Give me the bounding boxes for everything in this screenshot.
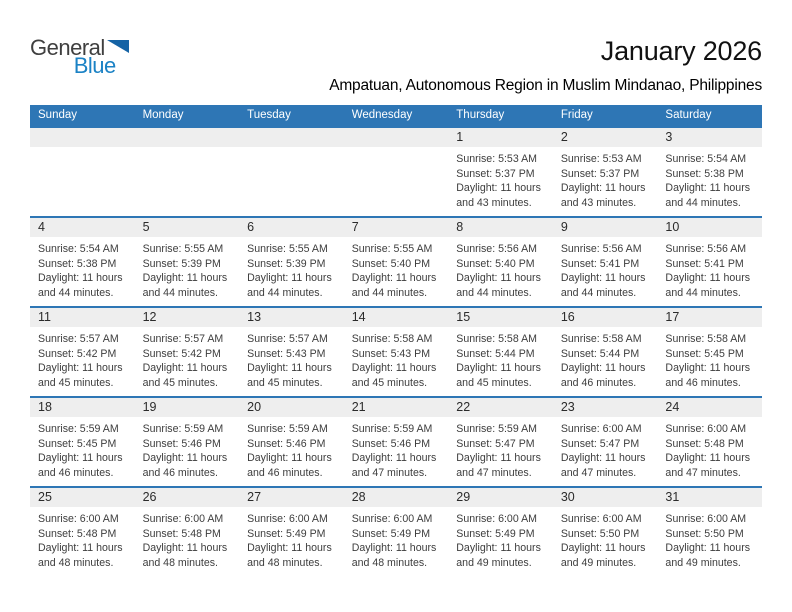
info-line: and 45 minutes. bbox=[247, 376, 323, 389]
day-cell bbox=[135, 398, 240, 486]
info-line: Daylight: 11 hours bbox=[351, 452, 437, 465]
day-number: 16 bbox=[553, 308, 658, 327]
info-line: Sunrise: 5:54 AM bbox=[38, 243, 119, 255]
info-line: Sunset: 5:43 PM bbox=[247, 347, 326, 360]
day-sun-info bbox=[553, 417, 658, 480]
info-line: Sunrise: 6:00 AM bbox=[456, 513, 537, 525]
day-cell bbox=[344, 308, 449, 396]
week-row bbox=[30, 126, 762, 216]
info-line: Sunrise: 5:57 AM bbox=[142, 333, 224, 345]
info-line: and 44 minutes. bbox=[142, 286, 218, 299]
info-line: and 46 minutes. bbox=[38, 466, 114, 479]
info-line: and 45 minutes. bbox=[456, 376, 532, 389]
info-line: Sunset: 5:41 PM bbox=[665, 257, 744, 270]
day-number: 24 bbox=[657, 398, 762, 417]
info-line: Sunrise: 5:59 AM bbox=[38, 423, 119, 435]
info-line: Sunrise: 5:57 AM bbox=[38, 333, 119, 345]
info-line: Daylight: 11 hours bbox=[247, 542, 332, 555]
day-sun-info bbox=[239, 417, 344, 480]
info-line: Sunset: 5:38 PM bbox=[665, 167, 744, 180]
empty-day-cell bbox=[30, 128, 135, 216]
day-number: 14 bbox=[344, 308, 449, 327]
info-line: Sunrise: 6:00 AM bbox=[665, 513, 747, 525]
info-line: Daylight: 11 hours bbox=[456, 182, 541, 195]
info-line: Daylight: 11 hours bbox=[38, 362, 123, 375]
info-line: and 44 minutes. bbox=[456, 286, 532, 299]
day-number: 15 bbox=[448, 308, 553, 327]
day-sun-info bbox=[344, 327, 449, 390]
info-line: Sunset: 5:40 PM bbox=[351, 257, 431, 270]
info-line: Sunrise: 5:58 AM bbox=[351, 333, 433, 345]
info-line: Daylight: 11 hours bbox=[456, 452, 541, 465]
info-line: Daylight: 11 hours bbox=[560, 182, 646, 195]
day-number: 27 bbox=[239, 488, 344, 507]
day-cell bbox=[657, 128, 762, 216]
day-number: 13 bbox=[239, 308, 344, 327]
info-line: Daylight: 11 hours bbox=[560, 272, 646, 285]
day-cell bbox=[553, 488, 658, 576]
info-line: Daylight: 11 hours bbox=[351, 362, 437, 375]
info-line: and 44 minutes. bbox=[560, 286, 637, 299]
day-sun-info bbox=[553, 327, 658, 390]
day-cell bbox=[448, 218, 553, 306]
info-line: Sunset: 5:37 PM bbox=[456, 167, 535, 180]
day-cell bbox=[135, 308, 240, 396]
day-number: 12 bbox=[135, 308, 240, 327]
day-sun-info bbox=[135, 417, 240, 480]
info-line: and 48 minutes. bbox=[247, 556, 323, 569]
info-line: and 49 minutes. bbox=[665, 556, 741, 569]
info-line: Sunset: 5:48 PM bbox=[38, 527, 117, 540]
day-sun-info bbox=[344, 237, 449, 300]
day-sun-info bbox=[657, 147, 762, 210]
info-line: Sunset: 5:50 PM bbox=[560, 527, 640, 540]
day-sun-info bbox=[657, 417, 762, 480]
info-line: Daylight: 11 hours bbox=[560, 452, 646, 465]
day-number: 11 bbox=[30, 308, 135, 327]
day-sun-info bbox=[448, 147, 553, 210]
info-line: and 45 minutes. bbox=[38, 376, 114, 389]
day-number: 22 bbox=[448, 398, 553, 417]
info-line: Daylight: 11 hours bbox=[247, 362, 332, 375]
day-cell bbox=[344, 398, 449, 486]
info-line: and 44 minutes. bbox=[247, 286, 323, 299]
info-line: Sunset: 5:48 PM bbox=[142, 527, 221, 540]
day-sun-info bbox=[344, 417, 449, 480]
info-line: and 46 minutes. bbox=[665, 376, 741, 389]
day-number: 9 bbox=[553, 218, 658, 237]
info-line: Daylight: 11 hours bbox=[142, 452, 228, 465]
info-line: Daylight: 11 hours bbox=[560, 542, 646, 555]
logo-text-general: General bbox=[30, 35, 105, 60]
day-number bbox=[30, 128, 135, 147]
info-line: Daylight: 11 hours bbox=[351, 272, 437, 285]
week-row bbox=[30, 486, 762, 576]
day-sun-info bbox=[239, 327, 344, 390]
day-cell bbox=[239, 308, 344, 396]
day-header-saturday: Saturday bbox=[665, 109, 712, 121]
info-line: Sunset: 5:38 PM bbox=[38, 257, 117, 270]
day-header-row bbox=[30, 105, 762, 126]
info-line: and 43 minutes. bbox=[456, 196, 532, 209]
info-line: Sunset: 5:44 PM bbox=[456, 347, 535, 360]
day-cell bbox=[553, 218, 658, 306]
day-number: 1 bbox=[448, 128, 553, 147]
week-row bbox=[30, 306, 762, 396]
info-line: Sunset: 5:46 PM bbox=[351, 437, 431, 450]
info-line: Sunrise: 5:58 AM bbox=[456, 333, 537, 345]
info-line: and 47 minutes. bbox=[560, 466, 637, 479]
logo-text-blue: Blue bbox=[73, 53, 116, 78]
info-line: Sunset: 5:42 PM bbox=[142, 347, 221, 360]
info-line: Sunrise: 5:55 AM bbox=[247, 243, 328, 255]
info-line: Sunrise: 5:56 AM bbox=[456, 243, 537, 255]
day-number: 28 bbox=[344, 488, 449, 507]
info-line: Sunset: 5:40 PM bbox=[456, 257, 535, 270]
day-cell bbox=[30, 218, 135, 306]
info-line: and 46 minutes. bbox=[142, 466, 218, 479]
info-line: and 48 minutes. bbox=[142, 556, 218, 569]
info-line: Daylight: 11 hours bbox=[142, 362, 228, 375]
info-line: Sunset: 5:50 PM bbox=[665, 527, 744, 540]
info-line: Daylight: 11 hours bbox=[38, 452, 123, 465]
day-header-wednesday: Wednesday bbox=[351, 109, 413, 121]
info-line: Daylight: 11 hours bbox=[247, 452, 332, 465]
day-sun-info bbox=[30, 327, 135, 390]
info-line: Sunrise: 5:53 AM bbox=[560, 153, 642, 165]
day-number: 20 bbox=[239, 398, 344, 417]
day-sun-info bbox=[135, 507, 240, 570]
info-line: and 46 minutes. bbox=[247, 466, 323, 479]
info-line: Daylight: 11 hours bbox=[38, 542, 123, 555]
info-line: Sunrise: 5:53 AM bbox=[456, 153, 537, 165]
info-line: Sunrise: 5:57 AM bbox=[247, 333, 328, 345]
page-title: January 2026 bbox=[600, 36, 762, 66]
info-line: Sunset: 5:43 PM bbox=[351, 347, 431, 360]
day-cell bbox=[553, 308, 658, 396]
info-line: Sunset: 5:48 PM bbox=[665, 437, 744, 450]
day-cell bbox=[657, 218, 762, 306]
info-line: Sunset: 5:41 PM bbox=[560, 257, 640, 270]
info-line: and 47 minutes. bbox=[456, 466, 532, 479]
info-line: Daylight: 11 hours bbox=[665, 542, 751, 555]
day-cell bbox=[239, 398, 344, 486]
day-sun-info bbox=[553, 147, 658, 210]
info-line: Sunrise: 6:00 AM bbox=[142, 513, 224, 525]
page-subtitle: Ampatuan, Autonomous Region in Muslim Mindanao, Philippines bbox=[329, 77, 762, 94]
info-line: and 44 minutes. bbox=[665, 286, 741, 299]
info-line: Sunrise: 5:58 AM bbox=[560, 333, 642, 345]
day-number: 25 bbox=[30, 488, 135, 507]
day-cell bbox=[448, 308, 553, 396]
info-line: and 47 minutes. bbox=[665, 466, 741, 479]
info-line: Daylight: 11 hours bbox=[38, 272, 123, 285]
info-line: Sunrise: 5:59 AM bbox=[456, 423, 537, 435]
day-cell bbox=[448, 398, 553, 486]
day-sun-info bbox=[30, 237, 135, 300]
info-line: and 49 minutes. bbox=[560, 556, 637, 569]
info-line: Sunset: 5:45 PM bbox=[665, 347, 744, 360]
info-line: Daylight: 11 hours bbox=[456, 542, 541, 555]
day-sun-info bbox=[448, 327, 553, 390]
info-line: Daylight: 11 hours bbox=[142, 542, 228, 555]
day-cell bbox=[30, 308, 135, 396]
day-header-friday: Friday bbox=[560, 109, 593, 121]
info-line: Sunrise: 5:54 AM bbox=[665, 153, 747, 165]
day-header-sunday: Sunday bbox=[38, 109, 78, 121]
info-line: Sunrise: 5:58 AM bbox=[665, 333, 747, 345]
day-cell bbox=[135, 488, 240, 576]
info-line: Sunrise: 5:59 AM bbox=[351, 423, 433, 435]
day-number: 4 bbox=[30, 218, 135, 237]
info-line: Daylight: 11 hours bbox=[665, 272, 751, 285]
info-line: Sunrise: 5:56 AM bbox=[665, 243, 747, 255]
day-sun-info bbox=[239, 237, 344, 300]
info-line: Sunset: 5:46 PM bbox=[247, 437, 326, 450]
day-sun-info bbox=[30, 507, 135, 570]
info-line: Sunset: 5:39 PM bbox=[247, 257, 326, 270]
day-sun-info bbox=[657, 237, 762, 300]
info-line: Daylight: 11 hours bbox=[560, 362, 646, 375]
day-number: 19 bbox=[135, 398, 240, 417]
info-line: Sunset: 5:44 PM bbox=[560, 347, 640, 360]
info-line: Daylight: 11 hours bbox=[351, 542, 437, 555]
day-sun-info bbox=[553, 507, 658, 570]
day-cell bbox=[657, 308, 762, 396]
calendar-grid bbox=[30, 105, 762, 576]
info-line: Daylight: 11 hours bbox=[665, 182, 751, 195]
day-header-tuesday: Tuesday bbox=[247, 109, 291, 121]
info-line: Sunrise: 6:00 AM bbox=[665, 423, 747, 435]
day-cell bbox=[135, 218, 240, 306]
info-line: Sunset: 5:46 PM bbox=[142, 437, 221, 450]
day-number: 30 bbox=[553, 488, 658, 507]
info-line: and 46 minutes. bbox=[560, 376, 637, 389]
calendar-weeks bbox=[30, 126, 762, 576]
info-line: Daylight: 11 hours bbox=[247, 272, 332, 285]
day-number: 18 bbox=[30, 398, 135, 417]
info-line: and 44 minutes. bbox=[38, 286, 114, 299]
info-line: Sunset: 5:49 PM bbox=[351, 527, 431, 540]
info-line: Sunset: 5:39 PM bbox=[142, 257, 221, 270]
info-line: Sunset: 5:42 PM bbox=[38, 347, 117, 360]
day-cell bbox=[239, 488, 344, 576]
day-sun-info bbox=[344, 507, 449, 570]
day-cell bbox=[448, 128, 553, 216]
info-line: Sunset: 5:37 PM bbox=[560, 167, 640, 180]
day-number bbox=[239, 128, 344, 147]
info-line: Daylight: 11 hours bbox=[456, 362, 541, 375]
day-number: 10 bbox=[657, 218, 762, 237]
info-line: and 49 minutes. bbox=[456, 556, 532, 569]
info-line: Daylight: 11 hours bbox=[142, 272, 228, 285]
day-number bbox=[135, 128, 240, 147]
day-header-thursday: Thursday bbox=[456, 109, 505, 121]
day-sun-info bbox=[657, 327, 762, 390]
info-line: Sunrise: 5:55 AM bbox=[142, 243, 224, 255]
day-sun-info bbox=[135, 327, 240, 390]
day-sun-info bbox=[30, 417, 135, 480]
info-line: Sunrise: 6:00 AM bbox=[247, 513, 328, 525]
day-cell bbox=[30, 398, 135, 486]
day-header-monday: Monday bbox=[142, 109, 184, 121]
info-line: and 47 minutes. bbox=[351, 466, 428, 479]
info-line: Sunrise: 6:00 AM bbox=[351, 513, 433, 525]
day-sun-info bbox=[239, 507, 344, 570]
info-line: and 48 minutes. bbox=[38, 556, 114, 569]
day-number: 6 bbox=[239, 218, 344, 237]
empty-day-cell bbox=[344, 128, 449, 216]
day-number: 7 bbox=[344, 218, 449, 237]
info-line: Sunset: 5:47 PM bbox=[560, 437, 640, 450]
day-cell bbox=[239, 218, 344, 306]
info-line: Sunset: 5:45 PM bbox=[38, 437, 117, 450]
day-sun-info bbox=[135, 237, 240, 300]
day-number: 2 bbox=[553, 128, 658, 147]
day-number: 21 bbox=[344, 398, 449, 417]
info-line: Daylight: 11 hours bbox=[665, 362, 751, 375]
day-cell bbox=[657, 488, 762, 576]
day-sun-info bbox=[448, 417, 553, 480]
info-line: Sunrise: 6:00 AM bbox=[38, 513, 119, 525]
day-sun-info bbox=[448, 237, 553, 300]
day-number: 23 bbox=[553, 398, 658, 417]
info-line: Sunset: 5:47 PM bbox=[456, 437, 535, 450]
day-sun-info bbox=[553, 237, 658, 300]
day-number: 31 bbox=[657, 488, 762, 507]
info-line: and 45 minutes. bbox=[351, 376, 428, 389]
week-row bbox=[30, 216, 762, 306]
empty-day-cell bbox=[135, 128, 240, 216]
info-line: and 48 minutes. bbox=[351, 556, 428, 569]
day-sun-info bbox=[657, 507, 762, 570]
day-cell bbox=[553, 398, 658, 486]
day-cell bbox=[30, 488, 135, 576]
info-line: Sunrise: 5:59 AM bbox=[247, 423, 328, 435]
info-line: Sunset: 5:49 PM bbox=[247, 527, 326, 540]
day-number: 8 bbox=[448, 218, 553, 237]
info-line: and 43 minutes. bbox=[560, 196, 637, 209]
day-cell bbox=[448, 488, 553, 576]
general-blue-logo bbox=[30, 37, 129, 76]
day-number: 29 bbox=[448, 488, 553, 507]
day-sun-info bbox=[448, 507, 553, 570]
day-cell bbox=[657, 398, 762, 486]
day-cell bbox=[344, 218, 449, 306]
info-line: and 44 minutes. bbox=[351, 286, 428, 299]
info-line: Sunrise: 5:56 AM bbox=[560, 243, 642, 255]
info-line: Sunset: 5:49 PM bbox=[456, 527, 535, 540]
info-line: Sunrise: 6:00 AM bbox=[560, 423, 642, 435]
day-number: 17 bbox=[657, 308, 762, 327]
day-number: 26 bbox=[135, 488, 240, 507]
day-number bbox=[344, 128, 449, 147]
info-line: and 44 minutes. bbox=[665, 196, 741, 209]
day-number: 3 bbox=[657, 128, 762, 147]
day-cell bbox=[553, 128, 658, 216]
day-cell bbox=[344, 488, 449, 576]
info-line: Daylight: 11 hours bbox=[456, 272, 541, 285]
info-line: Sunrise: 6:00 AM bbox=[560, 513, 642, 525]
info-line: Daylight: 11 hours bbox=[665, 452, 751, 465]
day-number: 5 bbox=[135, 218, 240, 237]
info-line: and 45 minutes. bbox=[142, 376, 218, 389]
info-line: Sunrise: 5:55 AM bbox=[351, 243, 433, 255]
week-row bbox=[30, 396, 762, 486]
info-line: Sunrise: 5:59 AM bbox=[142, 423, 224, 435]
empty-day-cell bbox=[239, 128, 344, 216]
